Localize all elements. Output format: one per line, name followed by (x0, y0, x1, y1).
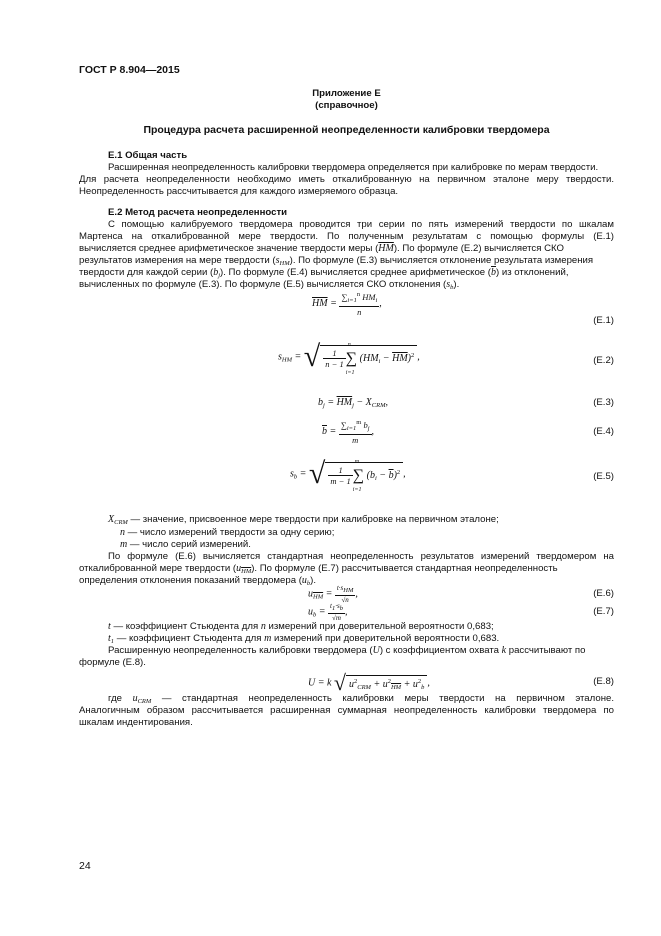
n-symbol: n (120, 527, 125, 538)
paragraph-e8-line (108, 645, 643, 657)
appendix-heading: Процедура расчета расширенной неопределенности калибровки твердомера (143, 124, 550, 136)
text-fragment: — стандартная неопределенность калибровки меры твердости на первичном эталоне. (151, 693, 614, 704)
text-fragment: — коэффициент Стьюдента для (110, 621, 261, 632)
paragraph-e6-line: По формуле (Е.6) вычисляется стандартная неопределенность результатов измерений твердомером на (108, 551, 614, 562)
m-symbol: m (120, 539, 128, 550)
text-fragment: измерений при доверительной вероятности 0,683. (271, 633, 500, 644)
text-fragment: вычисленных по формуле (Е.3). По формуле (Е.5) вычисляется СКО отклонения ( (79, 279, 447, 290)
document-standard-id: ГОСТ Р 8.904—2015 (79, 64, 180, 76)
text-fragment: рассчитывают по (506, 645, 586, 656)
section-e1-heading: Е.1 Общая часть (108, 150, 188, 161)
closing-line: Аналогичным образом рассчитывается расширенная суммарная неопределенность калибровки твердомера по (79, 705, 614, 716)
equation-number-e8: (Е.8) (593, 676, 614, 687)
text-fragment: ). (310, 575, 317, 586)
equation-e1: $\overline{HM}$ = $\frac{\sum_{i=1}^n HM_i}{n}$ , (312, 291, 382, 317)
coefficient-t (108, 621, 643, 633)
text-fragment: ). По формуле (Е.4) вычисляется среднее арифметическое ( (220, 267, 492, 278)
text-fragment: ) с коэффициентом охвата (379, 645, 502, 656)
text-fragment: — значение, присвоенное мере твердости при калибровке на первичном эталоне; (127, 514, 499, 525)
equation-e8: U = k √ $u^2_{CRM} + u^2_{\overline{HM}} + u^2_b$ , (308, 670, 430, 695)
page-number: 24 (79, 860, 91, 872)
s-b-symbol: $s_b$ (446, 279, 454, 291)
text-fragment: ). По формуле (Е.7) рассчитывается стандартная неопределенность (251, 563, 558, 574)
definition-n (120, 527, 655, 539)
equation-number-e6: (Е.6) (593, 588, 614, 599)
hm-mean-symbol: $\overline{HM}$ (378, 243, 394, 254)
equation-e2: $s_{HM}$ = √ $\frac{1}{n - 1}$ ∑ n i=1 $(HM_i - \overline{HM})^2$ , (278, 340, 420, 376)
equation-e6: $u_{\overline{HM}}$ = $\frac{\text{t·sHM}}{√n}$ , (308, 584, 358, 604)
k-symbol: k (501, 645, 507, 656)
s-hm-symbol: $s_{HM}$ (275, 255, 290, 267)
section-e1-line: Неопределенность рассчитывается для каждого измеряемого образца. (79, 186, 399, 197)
text-fragment: вычисляется среднее арифметическое значение твердости меры ( (79, 243, 379, 254)
b-j-symbol: $b_j$ (213, 267, 221, 279)
b-mean-symbol: $\overline{b}$ (491, 267, 497, 278)
n-symbol: n (260, 621, 266, 632)
equation-number-e1: (Е.1) (593, 315, 614, 326)
section-e2-line-3 (79, 243, 614, 255)
definition-m (120, 539, 655, 551)
text-fragment: — число измерений твердости за одну серию; (125, 527, 335, 538)
equation-e3: $b_j = \overline{HM}_j - X_{CRM}$, (318, 397, 389, 409)
equation-number-e3: (Е.3) (593, 397, 614, 408)
t-symbol: t (108, 621, 111, 632)
section-e1-line: Расширенная неопределенность калибровки твердомера определяется при калибровке по мерам твердости. (108, 162, 599, 173)
paragraph-e8-line: формуле (Е.8). (79, 657, 146, 668)
text-fragment: измерений при доверительной вероятности 0,683; (265, 621, 494, 632)
text-fragment: ) из отклонений, (496, 267, 569, 278)
text-fragment: ). По формуле (Е.2) вычисляется СКО (393, 243, 564, 254)
closing-line: шкалам индентирования. (79, 717, 193, 728)
u-crm-symbol: $u_{CRM}$ (132, 693, 152, 705)
equation-number-e5: (Е.5) (593, 471, 614, 482)
text-fragment: где (108, 693, 133, 704)
equation-number-e4: (Е.4) (593, 426, 614, 437)
section-e2-line-6: вычисленных по формуле (Е.3). По формуле (Е.5) вычисляется СКО отклонения $(s_b)$. (79, 279, 460, 291)
text-fragment: откалиброванной мере твердости ( (79, 563, 237, 574)
appendix-subtitle: (справочное) (315, 100, 378, 111)
x-crm-symbol: $X_{CRM}$ (108, 514, 128, 526)
text-fragment: ). По формуле (Е.3) вычисляется отклонение результата измерения (289, 255, 594, 266)
section-e2-heading: Е.2 Метод расчета неопределенности (108, 207, 288, 218)
text-fragment: результатов измерения на мере твердости ( (79, 255, 276, 266)
section-e2-line: Мартенса на откалиброванной мере твердости. По полученным результатам с помощью формулы (Е.1) (79, 231, 614, 242)
equation-e7: $u_b$ = $\frac{t1\cdot sb}{√m}$ , (308, 602, 348, 622)
equation-e4: $\overline{b}$ = $\frac{\sum_{i=1}^m b_j}{m}$ , (322, 419, 375, 445)
u-hm-symbol: $u_{\overline{HM}}$ (236, 563, 252, 575)
u-b-symbol: $u_b$ (301, 575, 311, 587)
equation-number-e7: (Е.7) (593, 606, 614, 617)
text-fragment: определения отклонения показаний твердомера ( (79, 575, 302, 586)
t1-symbol: $t_1$ (108, 633, 115, 645)
m-symbol: m (264, 633, 272, 644)
u-expanded-symbol: U (372, 645, 380, 656)
text-fragment: — число серий измерений. (127, 539, 251, 550)
text-fragment: твердости для каждой серии ( (79, 267, 214, 278)
section-e1-line: Для расчета неопределенности необходимо иметь откалиброванную на первичном эталоне меру твердости. (79, 174, 614, 185)
section-e2-line: С помощью калибруемого твердомера проводится три серии по пять измерений твердости по шкалам (108, 219, 614, 230)
equation-e5: $s_b$ = √ $\frac{1}{m - 1}$ ∑ m i=1 $(b_i - \overline{b})^2$ , (290, 457, 406, 493)
text-fragment: Расширенную неопределенность калибровки твердомера ( (108, 645, 373, 656)
text-fragment: — коэффициент Стьюдента для (114, 633, 265, 644)
equation-number-e2: (Е.2) (593, 355, 614, 366)
appendix-title: Приложение Е (312, 88, 381, 99)
